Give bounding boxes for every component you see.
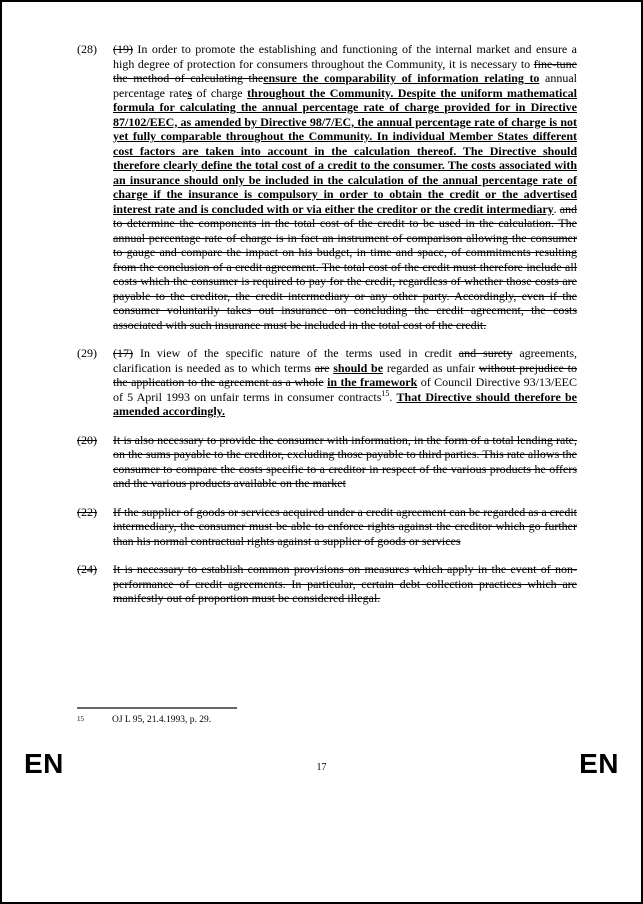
text-run-inserted: throughout the Community. Despite the uniform mathematical formula for calculating the annual percentage rate of charge provided for in Directive 87/102/EEC, as amended by Directive 98/7/EC, the annual percentage rate of charge is not yet fully comparable throughout the Community. In individual Member States different cost factors are taken into account in the calculation thereof. The Directive should therefore clearly define the total cost of a credit to the consumer. The costs associated with an insurance should only be included in the calculation of the annual percentage rate of charge if the insurance is compulsory in order to obtain the credit or the advertised interest rate and is concluded with or via either the creditor or the credit intermediary xyxy=(113,85,577,216)
recital-text xyxy=(113,562,577,606)
text-run-inserted: That Directive should therefore be amended accordingly. xyxy=(113,389,577,418)
text-run-deleted: (17) xyxy=(113,346,133,360)
recital xyxy=(77,562,577,606)
recital xyxy=(77,42,577,332)
recital xyxy=(77,433,577,491)
recital-number xyxy=(77,346,113,419)
recital-text xyxy=(113,505,577,549)
language-code-right: EN xyxy=(579,748,619,779)
text-run-deleted: It is also necessary to provide the consumer with information, in the form of a total lending rate, on the sums payable to the creditor, excluding those payable to third parties. This rate allows the consumer to compare the costs specific to a creditor in respect of the various products he offers and the various products available on the market xyxy=(113,432,577,490)
footnote-separator xyxy=(77,707,237,709)
text-run: In view of the specific nature of the terms used in credit xyxy=(133,346,459,360)
recital-number-text: (29) xyxy=(77,346,97,360)
recital xyxy=(77,505,577,549)
recital-number-deleted: (20) xyxy=(77,432,97,447)
page-number: 17 xyxy=(316,762,327,773)
text-run: . xyxy=(389,389,397,404)
recital-text xyxy=(113,433,577,491)
footnote xyxy=(77,714,577,726)
footnote-text: OJ L 95, 21.4.1993, p. 29. xyxy=(112,715,212,725)
text-run: regarded as unfair xyxy=(383,360,479,375)
text-run: In order to promote the establishing and functioning of the internal market and ensure a high degree of protection for consumers throughout the Community, it is necessary to xyxy=(113,42,577,71)
text-run-inserted: s xyxy=(187,85,193,100)
recital-number xyxy=(77,505,113,549)
text-run-deleted: and surety xyxy=(458,346,513,360)
recitals-section xyxy=(77,42,577,620)
text-run: of charge xyxy=(192,85,248,100)
recital xyxy=(77,346,577,419)
recital-text xyxy=(113,42,577,332)
recital-number-deleted: (24) xyxy=(77,562,97,576)
text-run-inserted: ensure the comparability of information relating to xyxy=(263,71,540,85)
footnote-marker: 15 xyxy=(77,715,84,723)
footnote-ref: 15 xyxy=(381,388,390,398)
text-run: annual percentage rate xyxy=(113,71,577,100)
language-code-left: EN xyxy=(24,748,64,779)
text-run-deleted: (19) xyxy=(113,42,133,56)
text-run-inserted: should be xyxy=(333,360,384,375)
text-run: of Council Directive 93/13/EEC of 5 April 1993 on unfair terms in consumer contracts xyxy=(113,375,577,404)
text-run-deleted: It is necessary to establish common provisions on measures which apply in the event of non-performance of credit agreements. In particular, certain debt collection practices which are manifestly out of proportion must be considered illegal. xyxy=(113,562,577,605)
recital-number-text: (28) xyxy=(77,42,97,56)
text-run-deleted: and to determine the components in the total cost of the credit to be used in the calculation. The annual percentage rate of charge is in fact an instrument of comparison allowing the consumer to gauge and compare the impact on his budget, in time and space, of commitments resulting from the conclusion of a credit agreement. The total cost of the credit must therefore include all costs which the consumer is required to pay for the credit, regardless of whether those costs are payable to the creditor, the credit intermediary or any other party. Accordingly, even if the consumer voluntarily takes out insurance on concluding the credit agreement, the costs associated with such insurance must be included in the total cost of the credit. xyxy=(113,201,578,332)
recital-number xyxy=(77,42,113,332)
recital-number-deleted: (22) xyxy=(77,504,97,519)
text-run-deleted: fine-tune the method of calculating the xyxy=(113,56,577,85)
text-run-deleted: If the supplier of goods or services acquired under a credit agreement can be regarded as a credit intermediary, the consumer must be able to enforce rights against the creditor which go further than his normal contractual rights against a supplier of goods or services xyxy=(113,504,577,548)
recital-number xyxy=(77,433,113,491)
text-run: agreements, clarification is needed as to which terms xyxy=(113,346,577,375)
text-run-deleted: are xyxy=(314,360,330,375)
text-run-deleted: without prejudice to the application to the agreement as a whole xyxy=(113,360,578,389)
text-run-inserted: in the framework xyxy=(327,375,418,389)
recital-text xyxy=(113,346,577,419)
text-run: . xyxy=(553,201,560,216)
recital-number xyxy=(77,562,113,606)
